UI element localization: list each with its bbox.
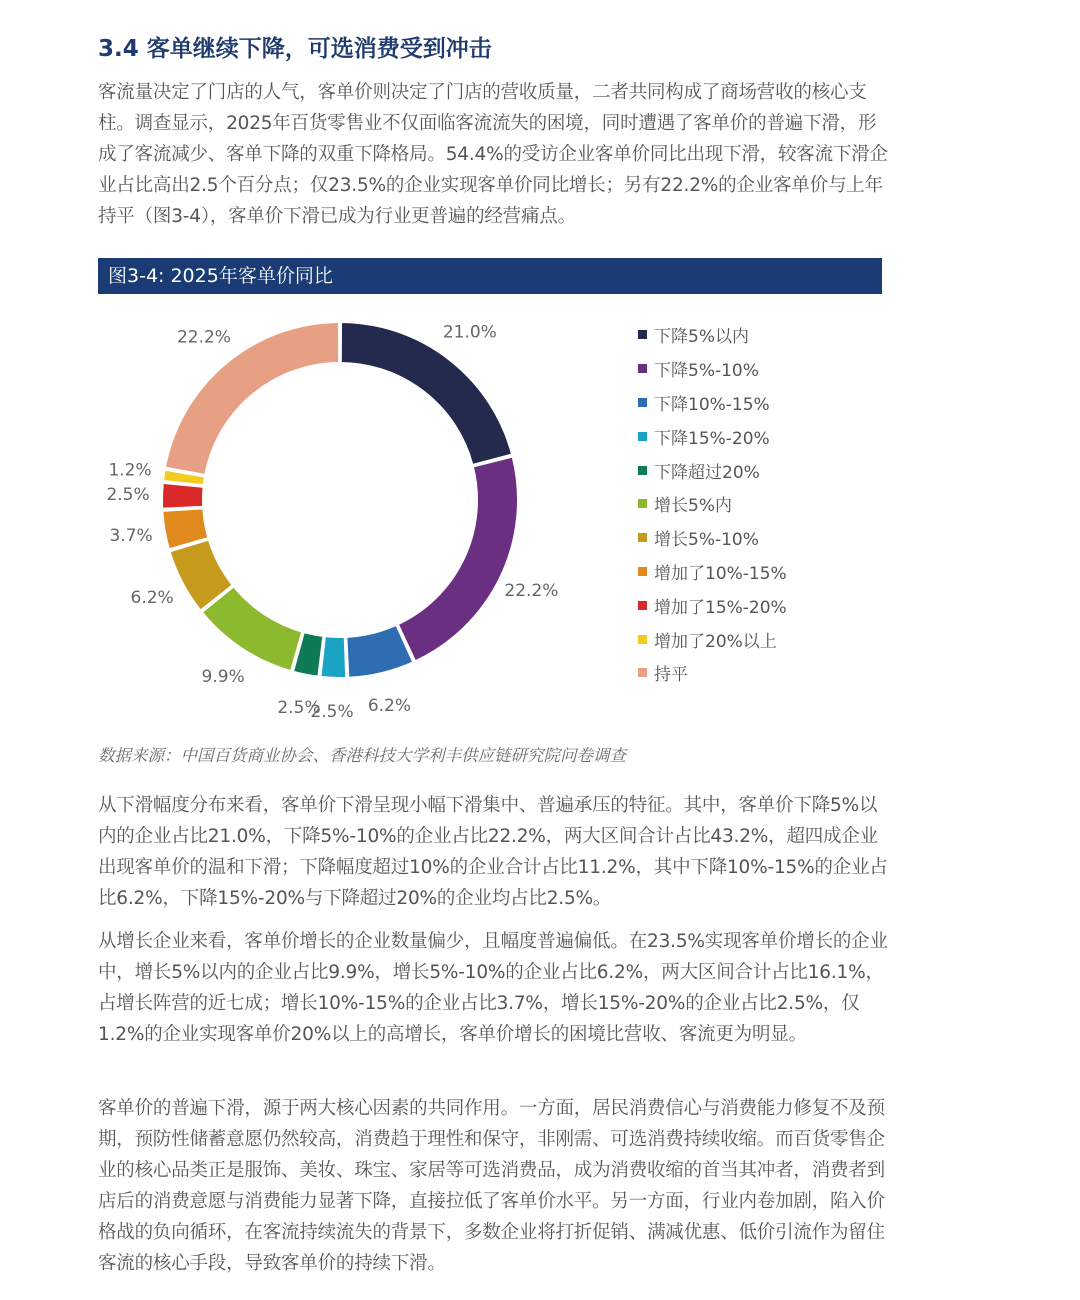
paragraph-growth-companies: 从增长企业来看，客单价增长的企业数量偏少，且幅度普遍偏低。在23.5%实现客单价增长的企业中，增长5%以内的企业占比9.9%，增长5%-10%的企业占比6.2%，两大区间合计占比16.1%，占增长阵营的近七成；增长10%-15%的企业占比3.7%，增长15%-20%的企业占比2.5%，仅1.2%的企业实现客单价20%以上的高增长，客单价增长的困境比营收、客流更为明显。: [98, 931, 888, 1045]
slice-value-label-6: 9.9%: [201, 666, 245, 687]
chart-legend: [638, 318, 878, 690]
section-title: 3.4 客单继续下降，可选消费受到冲击: [98, 36, 492, 62]
legend-swatch: [638, 432, 647, 441]
donut-slice-4: [320, 636, 346, 678]
legend-label: 下降5%以内: [654, 327, 749, 348]
slice-value-label-7: 6.2%: [130, 588, 174, 609]
legend-swatch: [638, 533, 647, 542]
figure-header: 图3-4: 2025年客单价同比: [98, 258, 882, 294]
legend-label: 增加了20%以上: [654, 631, 777, 652]
slice-value-label-4: 2.5%: [310, 701, 354, 722]
legend-swatch: [638, 398, 647, 407]
slice-value-label-11: 22.2%: [176, 327, 231, 348]
legend-label: 增加了15%-20%: [654, 597, 787, 618]
legend-label: 下降15%-20%: [654, 428, 770, 449]
slice-value-label-1: 21.0%: [442, 322, 497, 343]
legend-swatch: [638, 668, 647, 677]
legend-swatch: [638, 466, 647, 475]
legend-swatch: [638, 601, 647, 610]
legend-item-4: [638, 419, 878, 453]
slice-value-label-9: 2.5%: [106, 485, 150, 506]
legend-label: 下降5%-10%: [654, 361, 759, 382]
legend-label: 下降超过20%: [654, 462, 760, 483]
legend-swatch: [638, 567, 647, 576]
slice-value-label-5: 2.5%: [277, 697, 321, 718]
legend-item-6: [638, 487, 878, 521]
paragraph-causes: 客单价的普遍下滑，源于两大核心因素的共同作用。一方面，居民消费信心与消费能力修复不及预期，预防性储蓄意愿仍然较高，消费趋于理性和保守，非刚需、可选消费持续收缩。而百货零售企业的核心品类正是服饰、美妆、珠宝、家居等可选消费品，成为消费收缩的首当其冲者，消费者到店后的消费意愿与消费能力显著下降，直接拉低了客单价水平。另一方面，行业内卷加剧，陷入价格战的负向循环，在客流持续流失的背景下，多数企业将打折促销、满减优惠、低价引流作为留住客流的核心手段，导致客单价的持续下滑。: [98, 1098, 885, 1274]
legend-item-10: [638, 622, 878, 656]
legend-item-3: [638, 386, 878, 420]
legend-swatch: [638, 635, 647, 644]
legend-label: 增长5%内: [654, 496, 732, 517]
figure-source: 数据来源：中国百货商业协会、香港科技大学利丰供应链研究院问卷调查: [98, 746, 626, 765]
legend-label: 下降10%-15%: [654, 394, 770, 415]
legend-label: 增加了10%-15%: [654, 563, 787, 584]
legend-item-8: [638, 555, 878, 589]
donut-slice-6: [202, 586, 302, 671]
legend-item-9: [638, 588, 878, 622]
legend-label: 增长5%-10%: [654, 530, 759, 551]
slice-value-label-3: 6.2%: [367, 696, 412, 717]
paragraph-decline-distribution: 从下滑幅度分布来看，客单价下滑呈现小幅下滑集中、普遍承压的特征。其中，客单价下降5%以内的企业占比21.0%，下降5%-10%的企业占比22.2%，两大区间合计占比43.2%，超四成企业出现客单价的温和下滑；下降幅度超过10%的企业合计占比11.2%，其中下降10%-15%的企业占比6.2%，下降15%-20%与下降超过20%的企业均占比2.5%。: [98, 795, 888, 909]
legend-item-2: [638, 352, 878, 386]
legend-item-7: [638, 521, 878, 555]
donut-slice-2: [398, 457, 518, 662]
slice-value-label-10: 1.2%: [108, 460, 152, 481]
legend-label: 持平: [654, 665, 688, 686]
intro-paragraph: 客流量决定了门店的人气，客单价则决定了门店的营收质量，二者共同构成了商场营收的核心支柱。调查显示，2025年百货零售业不仅面临客流流失的困境，同时遭遇了客单价的普遍下滑，形成了客流减少、客单下降的双重下降格局。54.4%的受访企业客单价同比出现下滑，较客流下滑企业占比高出2.5个百分点；仅23.5%的企业实现客单价同比增长；另有22.2%的企业客单价与上年持平（图3-4），客单价下滑已成为行业更普遍的经营痛点。: [98, 82, 888, 227]
legend-item-1: [638, 318, 878, 352]
slice-value-label-2: 22.2%: [504, 581, 559, 602]
donut-slice-1: [341, 322, 512, 465]
legend-item-5: [638, 453, 878, 487]
slice-value-label-8: 3.7%: [109, 526, 153, 547]
legend-swatch: [638, 364, 647, 373]
legend-item-11: [638, 656, 878, 690]
legend-swatch: [638, 499, 647, 508]
legend-swatch: [638, 330, 647, 339]
donut-slice-9: [162, 483, 204, 509]
